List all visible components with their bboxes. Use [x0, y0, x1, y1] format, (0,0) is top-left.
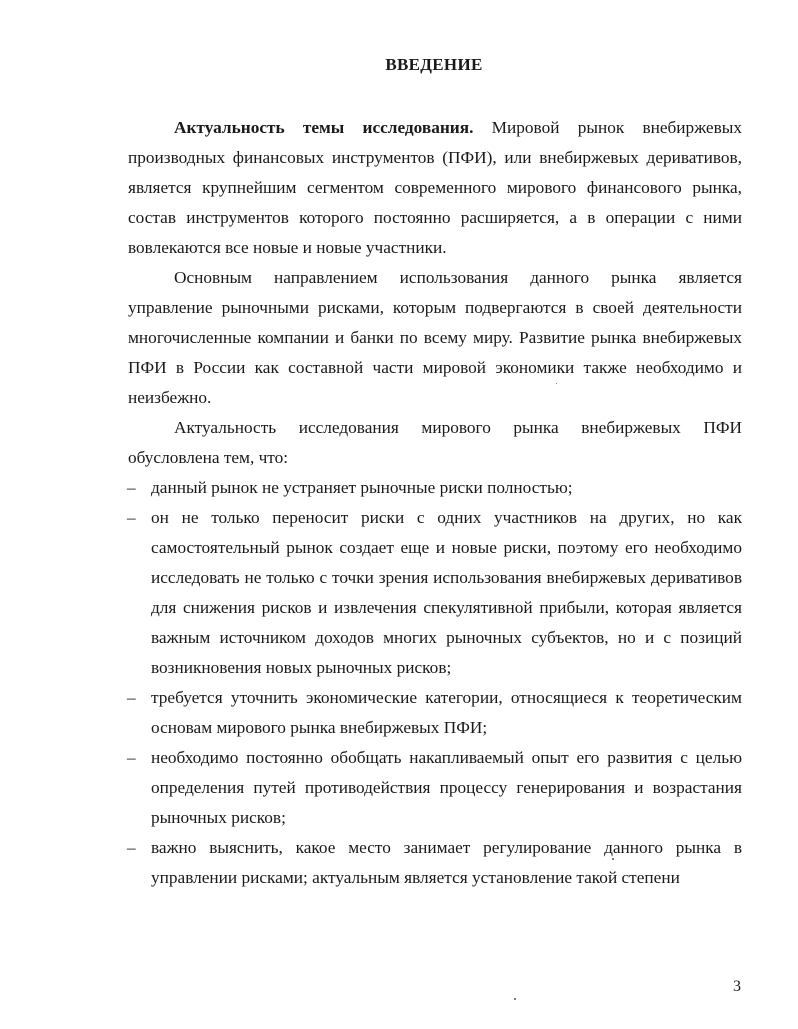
list-item: [128, 473, 742, 503]
scan-speck: [612, 858, 614, 860]
bullet-dash: –: [127, 508, 136, 527]
scan-speck: [514, 998, 516, 1000]
bullet-dash: –: [127, 478, 136, 497]
intro-paragraph: [128, 113, 742, 263]
intro-paragraph-text: Мировой рынок внебиржевых производных финансовых инструментов (ПФИ), или внебиржевых деривативов, является крупнейшим сегментом современного мирового финансового рынка, состав инструментов которого постоянно расширяется, а в операции с ними вовлекаются все новые и новые участники.: [128, 118, 742, 257]
list-item: [128, 683, 742, 743]
list-item-text: данный рынок не устраняет рыночные риски полностью;: [151, 478, 573, 497]
list-item: [128, 833, 742, 893]
intro-bold-lead: Актуальность темы исследования.: [174, 118, 474, 137]
bullet-dash: –: [127, 838, 136, 857]
list-item-text: необходимо постоянно обобщать накапливаемый опыт его развития с целью определения путей противодействия процессу генерирования и возрастания рыночных рисков;: [151, 748, 742, 827]
list-item: [128, 743, 742, 833]
section-title: ВВЕДЕНИЕ: [385, 55, 483, 74]
list-item-text: важно выяснить, какое место занимает регулирование данного рынка в управлении рисками; актуальным является установление такой степени: [151, 838, 742, 887]
list-item: [128, 503, 742, 683]
body-text: [128, 113, 742, 893]
paragraph-relevance: Актуальность исследования мирового рынка внебиржевых ПФИ обусловлена тем, что:: [128, 418, 742, 467]
list-item-text: требуется уточнить экономические категории, относящиеся к теоретическим основам мирового рынка внебиржевых ПФИ;: [151, 688, 742, 737]
bullet-dash: –: [127, 748, 136, 767]
list-item-text: он не только переносит риски с одних участников на других, но как самостоятельный рынок создает еще и новые риски, поэтому его необходимо исследовать не только с точки зрения использования внебиржевых деривативов для снижения рисков и извлечения спекулятивной прибыли, которая является важным источником доходов многих рыночных субъектов, но и с позиций возникновения новых рыночных рисков;: [151, 508, 742, 677]
relevance-list: [128, 473, 742, 893]
bullet-dash: –: [127, 688, 136, 707]
paragraph-risk-management: Основным направлением использования данного рынка является управление рыночными рисками, которым подвергаются в своей деятельности многочисленные компании и банки по всему миру. Развитие рынка внебиржевых ПФИ в России как составной части мировой экономики также необходимо и неизбежно.: [128, 268, 742, 407]
scan-speck: [556, 383, 557, 384]
page-number: 3: [733, 978, 741, 995]
